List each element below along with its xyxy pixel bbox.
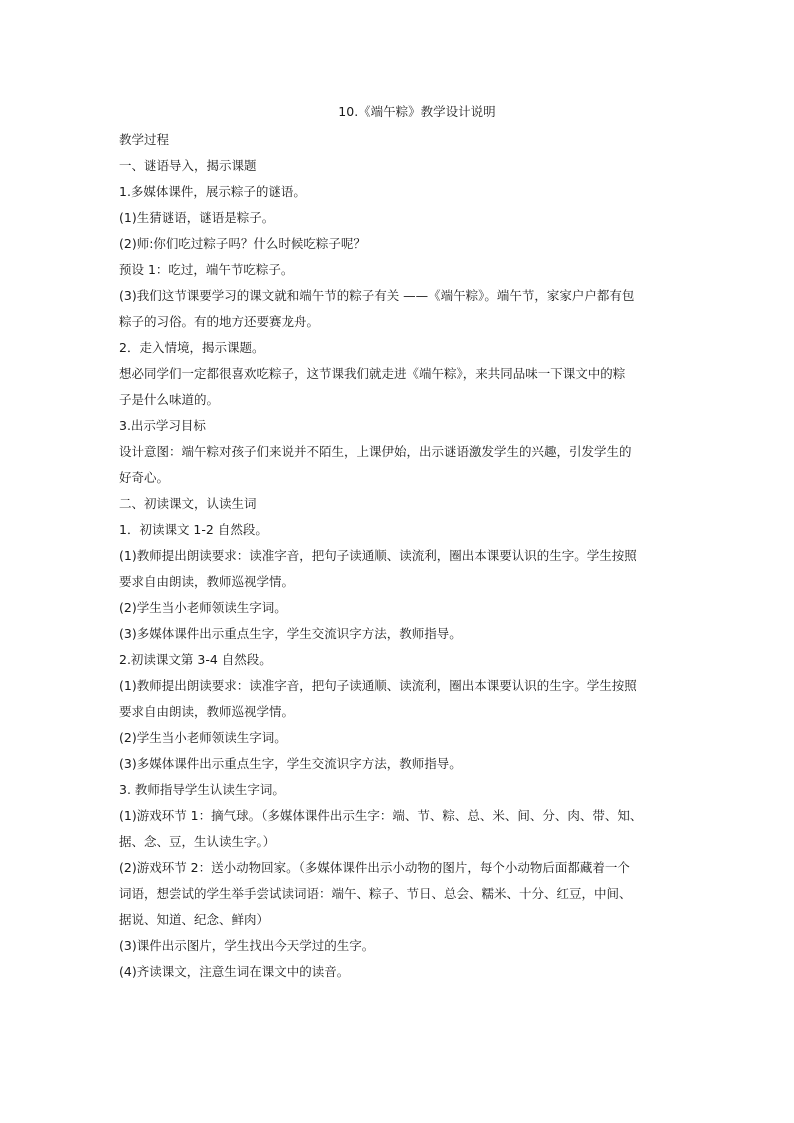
text-line: 1．初读课文 1-2 自然段。 xyxy=(119,522,268,537)
text-line: (4)齐读课文，注意生词在课文中的读音。 xyxy=(119,964,350,979)
text-line: (2)学生当小老师领读生字词。 xyxy=(119,730,287,745)
text-line: 一、谜语导入，揭示课题 xyxy=(119,158,257,173)
text-line: (2)游戏环节 2：送小动物回家。（多媒体课件出示小动物的图片，每个小动物后面都藏着一个 xyxy=(119,860,630,875)
text-line: 粽子的习俗。有的地方还要赛龙舟。 xyxy=(119,314,320,329)
text-line: 子是什么味道的。 xyxy=(119,392,220,407)
text-line: (2)师:你们吃过粽子吗？什么时候吃粽子呢？ xyxy=(119,236,366,251)
text-line: 好奇心。 xyxy=(119,470,170,485)
text-line: 1.多媒体课件，展示粽子的谜语。 xyxy=(119,184,306,199)
text-line: 2.初读课文第 3-4 自然段。 xyxy=(119,652,272,667)
text-line: (1)教师提出朗读要求：读准字音，把句子读通顺、读流利，圈出本课要认识的生字。学生按照 xyxy=(119,678,637,693)
text-line: (1)教师提出朗读要求：读准字音，把句子读通顺、读流利，圈出本课要认识的生字。学生按照 xyxy=(119,548,637,563)
text-line: (3)课件出示图片，学生找出今天学过的生字。 xyxy=(119,938,375,953)
text-line: 据说、知道、纪念、鲜肉） xyxy=(119,912,270,927)
document-title: 10.《端午粽》教学设计说明 xyxy=(338,104,496,119)
text-line: 想必同学们一定都很喜欢吃粽子，这节课我们就走进《端午粽》，来共同品味一下课文中的粽 xyxy=(119,366,626,381)
text-line: 要求自由朗读，教师巡视学情。 xyxy=(119,704,295,719)
text-line: 要求自由朗读，教师巡视学情。 xyxy=(119,574,295,589)
text-line: (3)多媒体课件出示重点生字，学生交流识字方法，教师指导。 xyxy=(119,626,462,641)
text-line: (1)生猜谜语，谜语是粽子。 xyxy=(119,210,275,225)
text-line: 预设 1：吃过，端午节吃粽子。 xyxy=(119,262,294,277)
text-line: (2)学生当小老师领读生字词。 xyxy=(119,600,287,615)
text-line: (1)游戏环节 1：摘气球。（多媒体课件出示生字：端、节、粽、总、米、间、分、肉、带、知、 xyxy=(119,808,643,823)
text-line: 2．走入情境，揭示课题。 xyxy=(119,340,265,355)
text-line: 3.出示学习目标 xyxy=(119,418,206,433)
text-line: 二、初读课文，认读生词 xyxy=(119,496,257,511)
text-line: (3)我们这节课要学习的课文就和端午节的粽子有关 ——《端午粽》。端午节，家家户户都有包 xyxy=(119,288,635,303)
text-line: (3)多媒体课件出示重点生字，学生交流识字方法，教师指导。 xyxy=(119,756,462,771)
text-line: 设计意图：端午粽对孩子们来说并不陌生，上课伊始，出示谜语激发学生的兴趣，引发学生的 xyxy=(119,444,632,459)
text-line: 据、念、豆，生认读生字。） xyxy=(119,834,276,849)
text-line: 3. 教师指导学生认读生字词。 xyxy=(119,782,285,797)
text-line: 教学过程 xyxy=(119,132,170,147)
document-body xyxy=(119,127,689,985)
text-line: 词语，想尝试的学生举手尝试读词语：端午、粽子、节日、总会、糯米、十分、红豆，中间、 xyxy=(119,886,632,901)
